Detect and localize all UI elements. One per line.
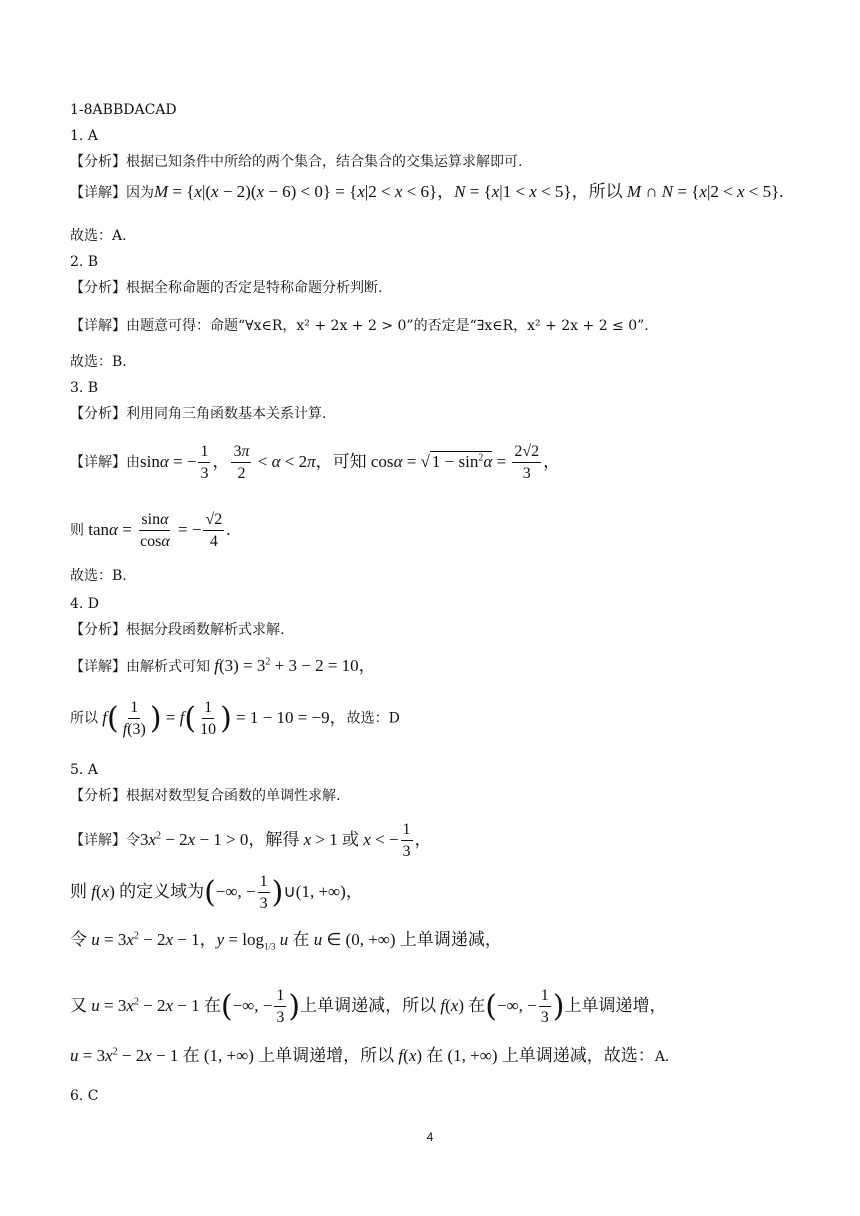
q1-answer: 故选：A.	[70, 228, 127, 244]
q5-decreasing	[70, 986, 666, 1027]
q3-tan-formula: tanα = $\frac{\sin\alpha}{\cos\alpha}$ = − $\frac{√2}{4}$ .	[84, 511, 231, 551]
q5-decreasing-formula: 又 $u = 3x^2 - 2x - 1$ 在(−∞, − $\frac{1}{3}$ )上单调递减，所以 f(x) 在(−∞, − $\frac{1}{3}$ )上单调递增，	[70, 987, 667, 1027]
q3-then: 则	[70, 522, 84, 539]
q3-detail	[70, 442, 560, 483]
q6-number: 6. C	[70, 1088, 99, 1104]
q1-analysis: 【分析】根据已知条件中所给的两个集合，结合集合的交集运算求解即可.	[70, 154, 523, 170]
q5-domain	[70, 872, 363, 913]
q1-number: 1. A	[70, 128, 98, 144]
q5-analysis: 【分析】根据对数型复合函数的单调性求解.	[70, 788, 341, 804]
q2-answer: 故选：B.	[70, 354, 127, 370]
q3-number: 3. B	[70, 380, 99, 396]
q4-so: 所以	[70, 710, 98, 727]
q1-detail	[70, 182, 783, 202]
q1-detail-prefix: 【详解】因为	[70, 185, 154, 201]
q5-number: 5. A	[70, 762, 98, 778]
q4-answer: 故选：D	[346, 710, 400, 727]
q5-detail	[70, 820, 432, 861]
q5-let-u	[70, 930, 502, 952]
q2-analysis: 【分析】根据全称命题的否定是特称命题分析判断.	[70, 280, 383, 296]
q4-compute	[70, 698, 400, 739]
q3-formula: sinα = − $\frac{1}{3}$ ， $\frac{3\pi}{2}$ < α < 2π，可知 cosα = √ $1 - \sin^2\alpha$ = $\frac{2√2}{3}$ ，	[140, 443, 561, 483]
q4-compute-formula: f( $\frac{1}{f(3)}$ ) = f( $\frac{1}{10}$ ) = 1 − 10 = −9，	[102, 699, 347, 739]
q4-number: 4. D	[70, 596, 100, 612]
answer-key-line: 1-8ABBDACAD	[70, 102, 177, 118]
q4-detail	[70, 656, 376, 676]
q2-detail: 【详解】由题意可得：命题“∀x∈R，x² + 2x + 2 > 0”的否定是“∃x∈R，x² + 2x + 2 ≤ 0”.	[70, 318, 649, 334]
q5-let-u-formula: 令 $u = 3x^2 - 2x - 1$，$y = \log_{1/3} u$ 在 u ∈ (0, +∞) 上单调递减，	[70, 930, 502, 952]
q4-detail-prefix: 【详解】由解析式可知	[70, 659, 210, 675]
q2-number: 2. B	[70, 254, 99, 270]
q4-formula: $f(3) = 3^2 + 3 - 2 = 10$，	[214, 656, 376, 675]
q5-increasing	[70, 1046, 669, 1066]
q3-analysis: 【分析】利用同角三角函数基本关系计算.	[70, 406, 327, 422]
q1-formula: M = {x|(x − 2)(x − 6) < 0} = {x|2 < x < 6}，N = {x|1 < x < 5}，所以 M ∩ N = {x|2 < x < 5}.	[154, 182, 784, 201]
page-number: 4	[426, 1130, 434, 1144]
q5-domain-formula: 则 f(x) 的定义域为(−∞, − $\frac{1}{3}$ )∪(1, +∞)，	[70, 873, 363, 913]
q3-answer: 故选：B.	[70, 568, 127, 584]
q5-increasing-formula: $u = 3x^2 - 2x - 1$ 在 (1, +∞) 上单调递增，所以 f(x) 在 (1, +∞) 上单调递减，故选：	[70, 1046, 655, 1065]
q3-detail-prefix: 【详解】由	[70, 454, 140, 471]
q5-detail-prefix: 【详解】令	[70, 832, 140, 849]
q5-formula: $3x^2 - 2x - 1 > 0$，解得 x > 1 或 x < − $\frac{1}{3}$ ，	[140, 821, 432, 861]
q4-analysis: 【分析】根据分段函数解析式求解.	[70, 622, 285, 638]
q5-answer: A.	[654, 1049, 670, 1065]
q3-tan	[70, 510, 231, 551]
